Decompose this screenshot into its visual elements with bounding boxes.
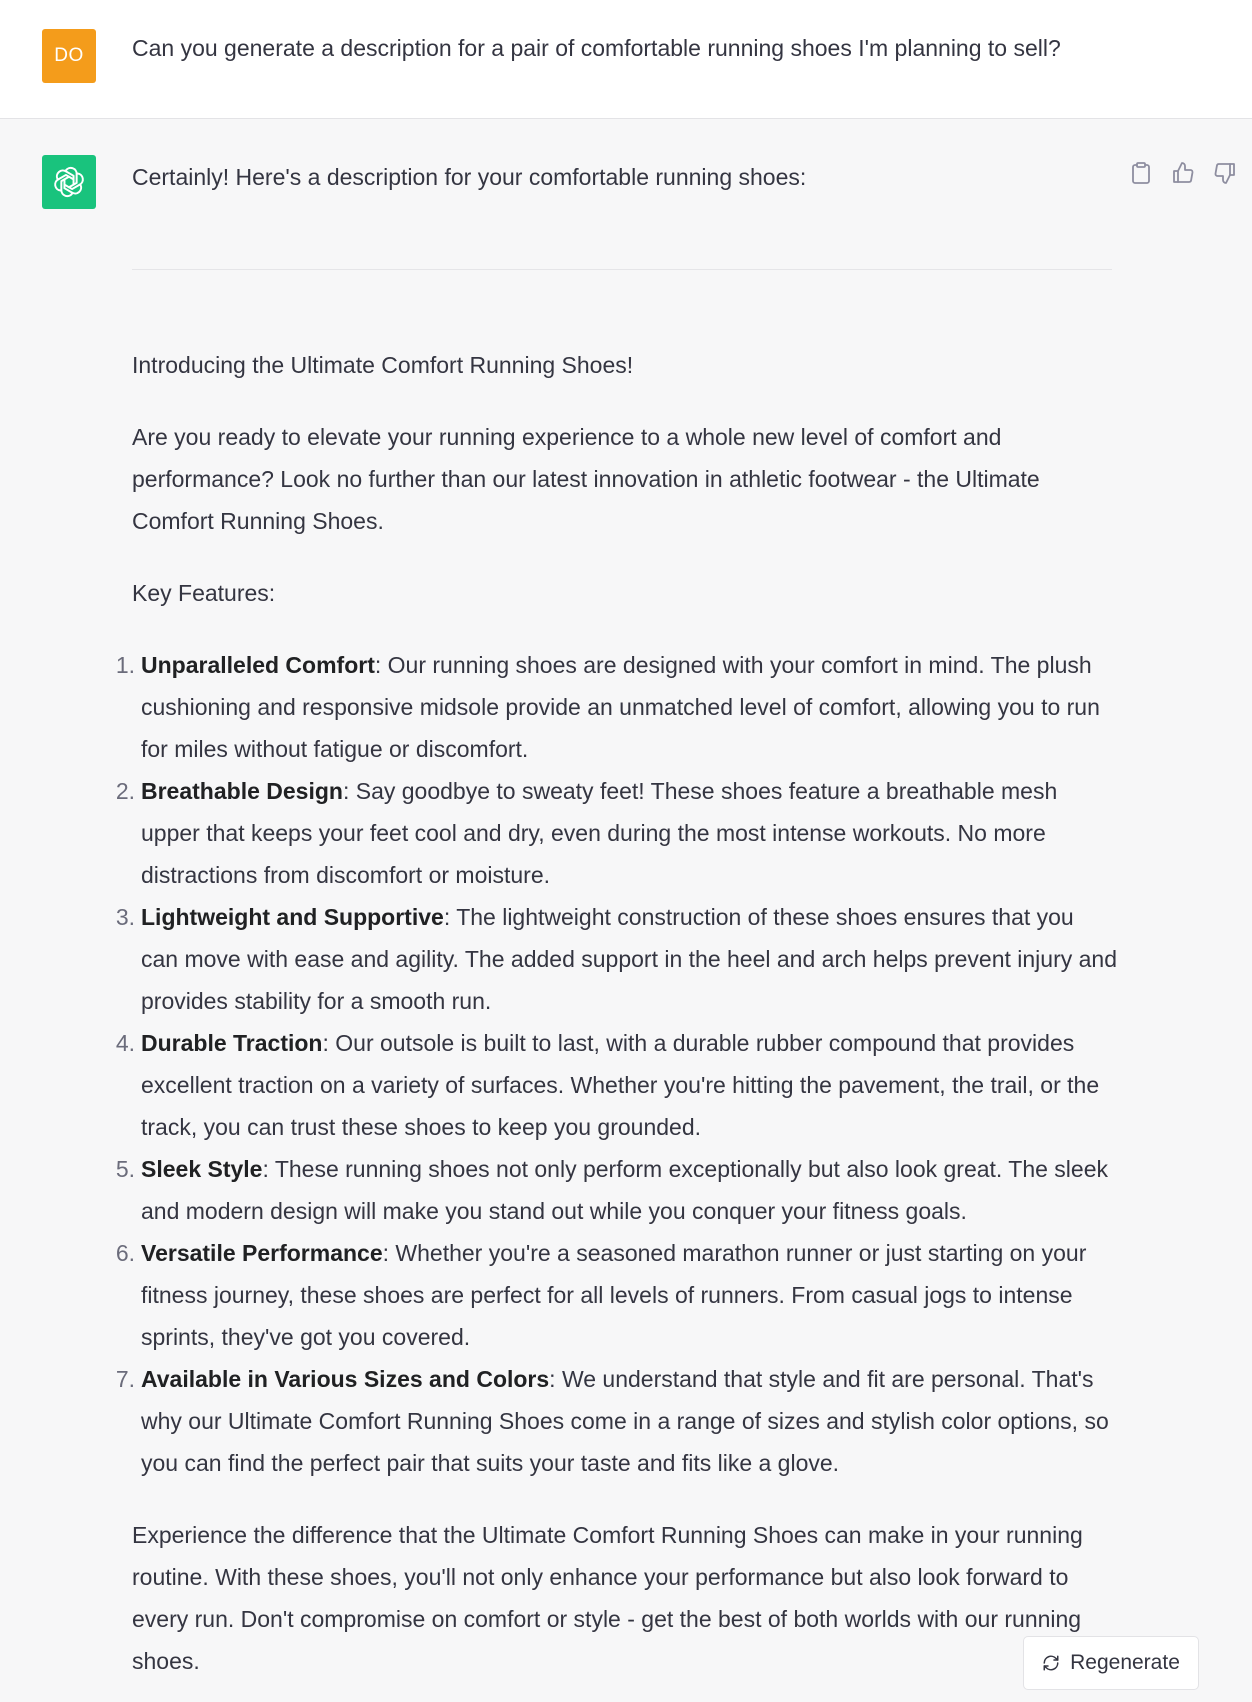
- user-message-text: Can you generate a description for a pair of comfortable running shoes I'm planning to sell?: [132, 35, 1061, 61]
- feature-text: : Whether you're a seasoned marathon runner or just starting on your fitness journey, these shoes are perfect for all levels of runners. From casual jogs to intense sprints, they've got you covered.: [141, 1240, 1087, 1350]
- feature-text: : Say goodbye to sweaty feet! These shoes feature a breathable mesh upper that keeps your feet cool and dry, even during the most intense workouts. No more distractions from discomfort or moisture.: [141, 778, 1058, 888]
- feature-item: [115, 770, 1117, 896]
- feature-text: : The lightweight construction of these shoes ensures that you can move with ease and agility. The added support in the heel and arch helps prevent injury and provides stability for a smooth run.: [141, 904, 1117, 1014]
- feature-text: : These running shoes not only perform exceptionally but also look great. The sleek and modern design will make you stand out while you conquer your fitness goals.: [141, 1156, 1108, 1224]
- feature-item: [115, 1022, 1117, 1148]
- user-avatar: [42, 29, 96, 83]
- thumbs-down-icon[interactable]: [1212, 159, 1238, 187]
- user-avatar-initials: DO: [54, 45, 84, 66]
- response-paragraph-1: Are you ready to elevate your running experience to a whole new level of comfort and performance? Look no further than our latest innovation in athletic footwear - the Ultimate Comfort Running Shoes.: [132, 424, 1040, 534]
- feature-text: : Our outsole is built to last, with a durable rubber compound that provides excellent traction on a variety of surfaces. Whether you're hitting the pavement, the trail, or the track, you can trust these shoes to keep you grounded.: [141, 1030, 1100, 1140]
- feature-title: Sleek Style: [141, 1156, 263, 1182]
- features-heading: Key Features:: [132, 580, 276, 606]
- response-closing: Experience the difference that the Ultimate Comfort Running Shoes can make in your running routine. With these shoes, you'll not only enhance your performance but also look forward to every run. Don't compromise on comfort or style - get the best of both worlds with our running shoes.: [132, 1522, 1083, 1674]
- feature-number: 5.: [115, 1156, 135, 1182]
- feature-number: 6.: [115, 1240, 135, 1266]
- user-message-row: [0, 0, 1252, 119]
- regenerate-button[interactable]: [1023, 1636, 1199, 1690]
- feature-item: [115, 1232, 1117, 1358]
- feature-number: 3.: [115, 904, 135, 930]
- feature-item: [115, 896, 1117, 1022]
- openai-logo-icon: [52, 165, 86, 199]
- assistant-avatar: [42, 155, 96, 209]
- feature-text: : We understand that style and fit are personal. That's why our Ultimate Comfort Running Shoes come in a range of sizes and stylish color options, so you can find the perfect pair that suits your taste and fits like a glove.: [141, 1366, 1109, 1476]
- feature-number: 1.: [115, 652, 135, 678]
- feature-item: [115, 1358, 1117, 1484]
- feature-title: Lightweight and Supportive: [141, 904, 444, 930]
- clipboard-icon[interactable]: [1128, 159, 1154, 187]
- feature-title: Breathable Design: [141, 778, 343, 804]
- feature-number: 7.: [115, 1366, 135, 1392]
- assistant-response: [115, 344, 1117, 1682]
- response-headline: Introducing the Ultimate Comfort Running Shoes!: [132, 352, 634, 378]
- assistant-intro-text: Certainly! Here's a description for your comfortable running shoes:: [132, 164, 807, 190]
- feature-item: [115, 1148, 1117, 1232]
- feature-title: Durable Traction: [141, 1030, 323, 1056]
- regenerate-label: Regenerate: [1070, 1651, 1180, 1674]
- refresh-icon: [1042, 1654, 1060, 1672]
- content-divider: [132, 269, 1112, 270]
- feature-title: Versatile Performance: [141, 1240, 383, 1266]
- message-actions: [1128, 159, 1238, 187]
- feature-item: [115, 644, 1117, 770]
- features-list: [115, 644, 1117, 1484]
- feature-number: 4.: [115, 1030, 135, 1056]
- feature-title: Unparalleled Comfort: [141, 652, 375, 678]
- feature-title: Available in Various Sizes and Colors: [141, 1366, 550, 1392]
- feature-text: : Our running shoes are designed with your comfort in mind. The plush cushioning and responsive midsole provide an unmatched level of comfort, allowing you to run for miles without fatigue or discomfort.: [141, 652, 1100, 762]
- thumbs-up-icon[interactable]: [1170, 159, 1196, 187]
- feature-number: 2.: [115, 778, 135, 804]
